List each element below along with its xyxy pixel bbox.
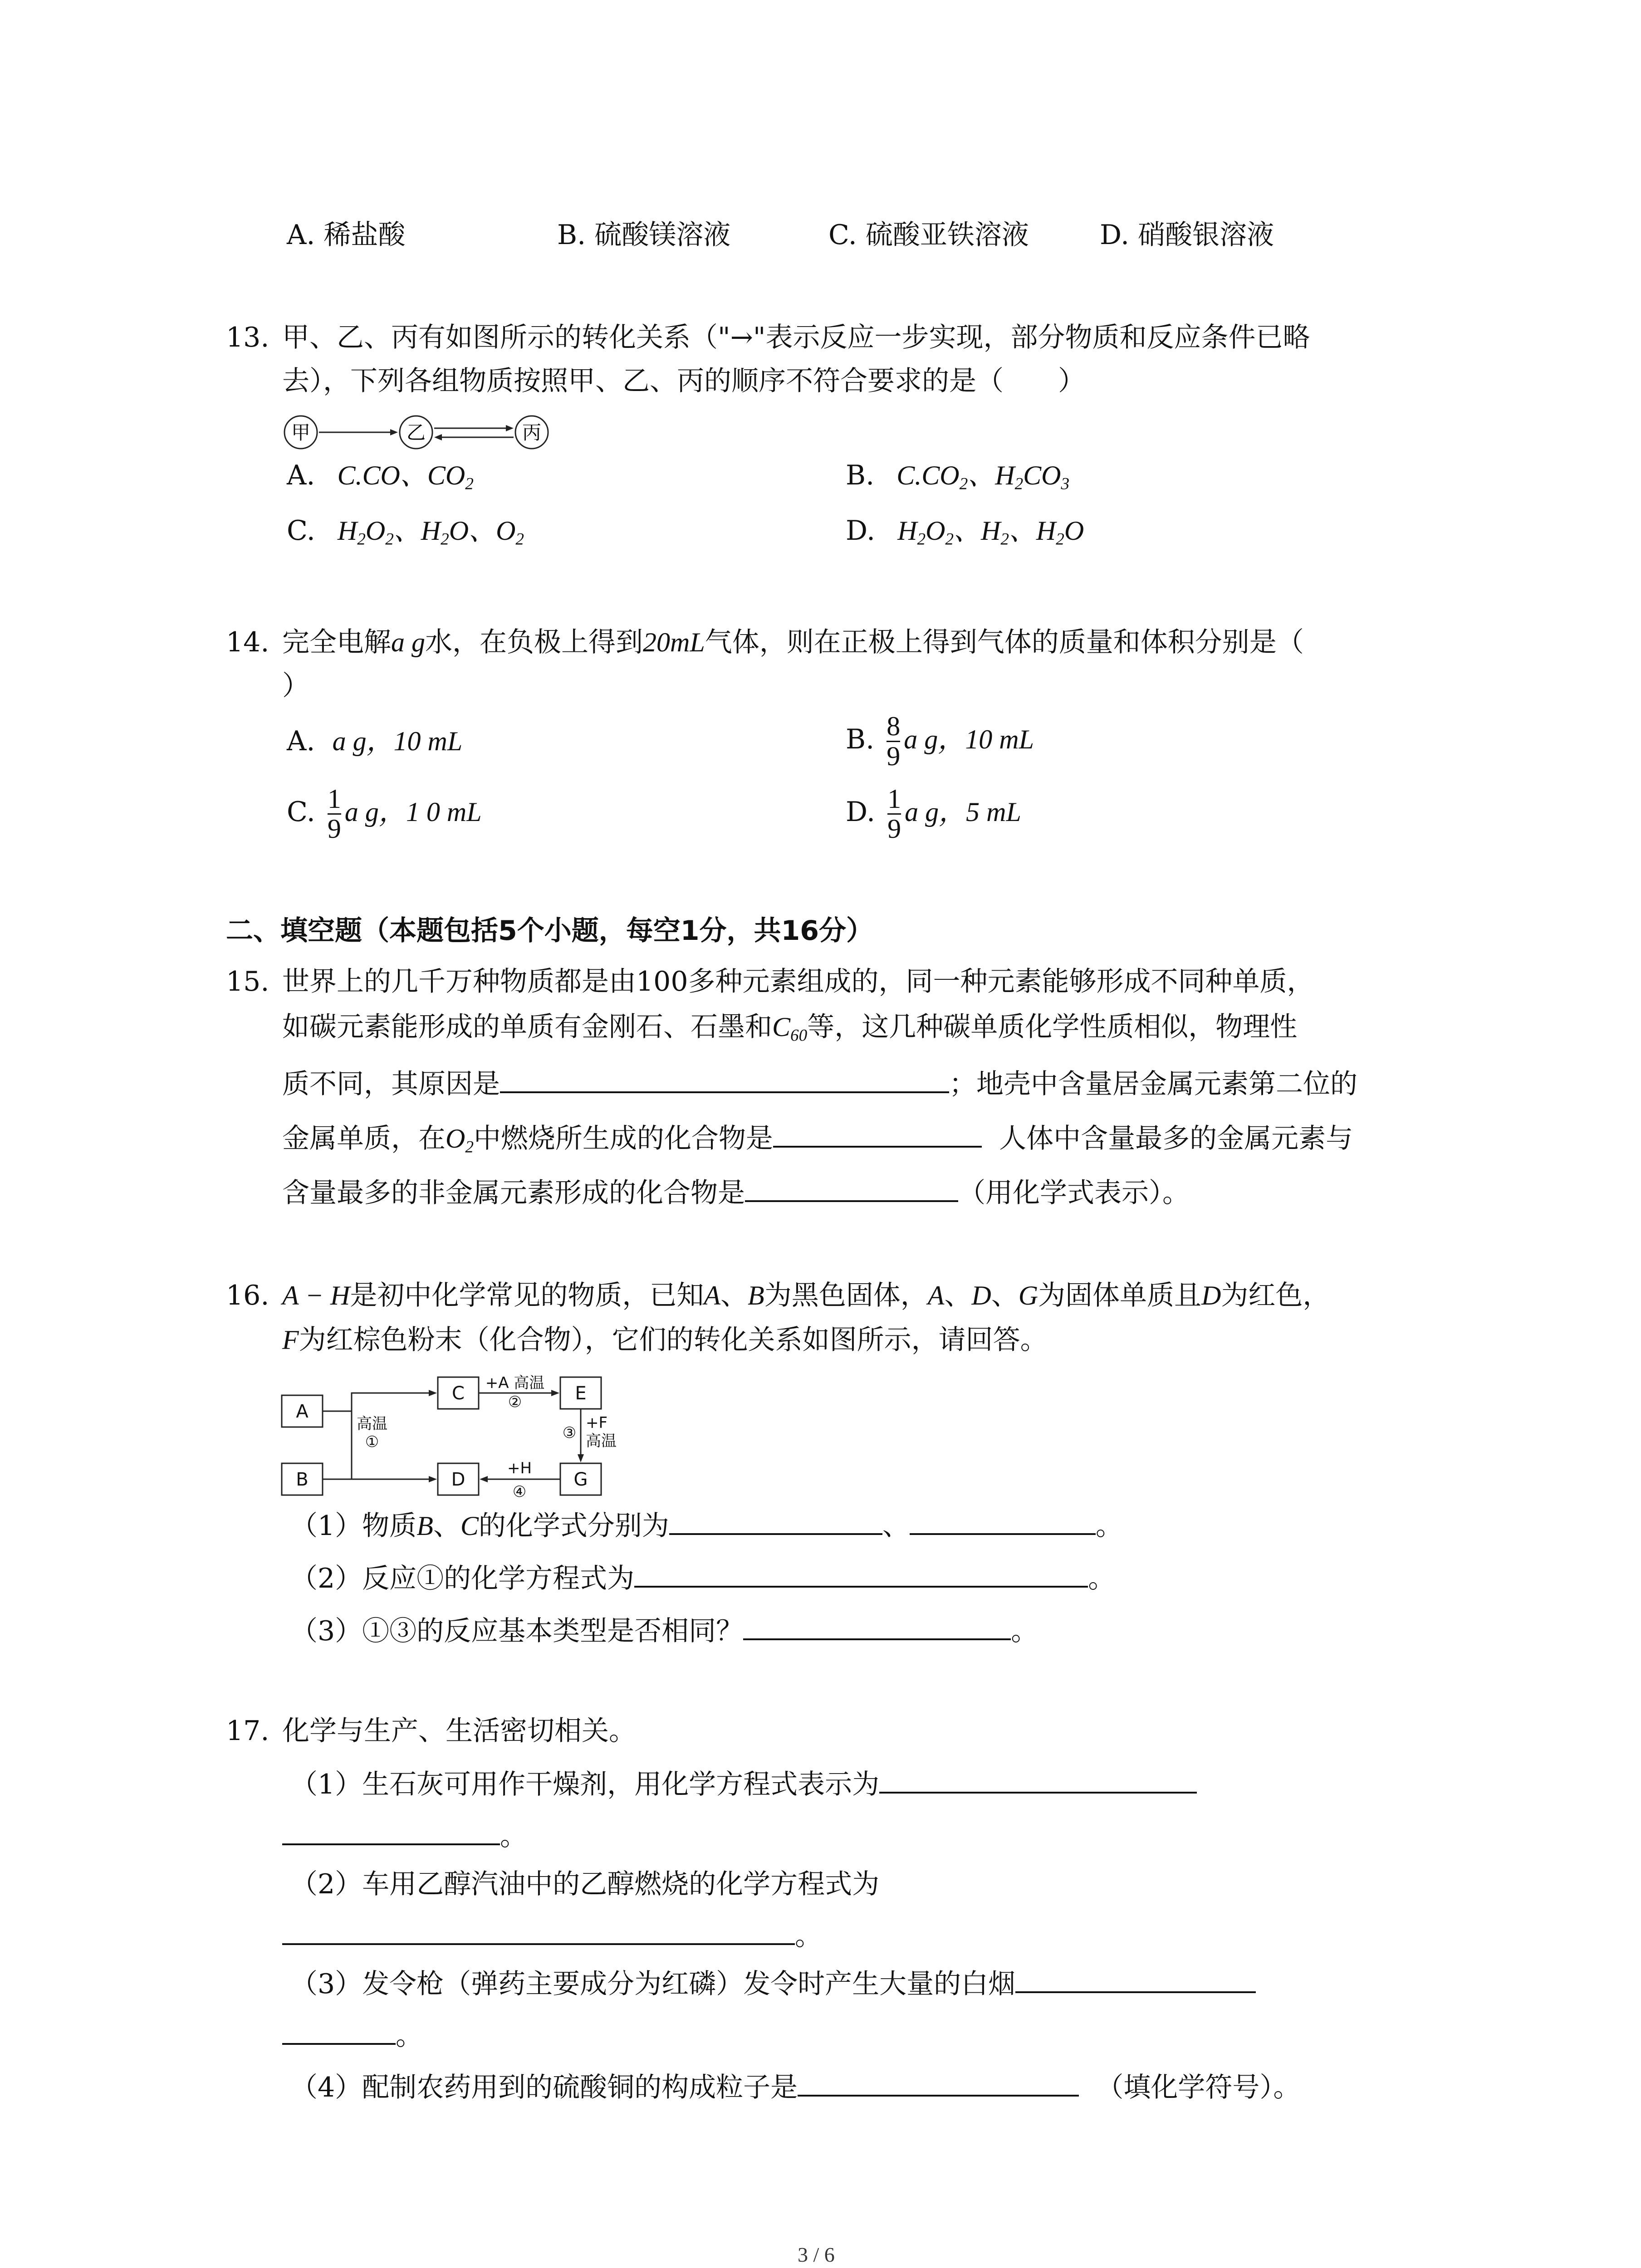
q13-node-bing-label: 丙: [522, 421, 542, 444]
q17-part3-cont: 。: [282, 2022, 423, 2049]
q15-answer-blank-1[interactable]: [500, 1091, 949, 1093]
q13-option-a-label: A.: [287, 459, 315, 491]
q17-part2: （2）车用乙醇汽油中的乙醇燃烧的化学方程式为: [290, 1868, 880, 1900]
q14-option-b: B. $\frac{8}{9}$ a g，10 mL: [846, 711, 1034, 771]
q13-conversion-diagram: [279, 412, 560, 453]
q17-answer-blank-2[interactable]: [282, 1943, 795, 1945]
q17-part1-cont: 。: [282, 1823, 527, 1850]
q14-stem-line2: ）: [282, 670, 309, 702]
q17-part2-cont: 。: [282, 1922, 822, 1950]
q15-answer-blank-2[interactable]: [773, 1145, 982, 1148]
q13-option-b: B. $C.CO_2$、$H_2CO_3$: [846, 459, 1070, 494]
q16-part2: （2）反应①的化学方程式为 。: [290, 1563, 1116, 1594]
q16-merge-bracket: [323, 1411, 352, 1479]
q13-option-d: D. $H_2O_2$、$H_2$、$H_2O$: [846, 515, 1084, 549]
q16-part3: （3）①③的反应基本类型是否相同？ 。: [290, 1615, 1038, 1647]
q17-line1: 化学与生产、生活密切相关。: [282, 1715, 636, 1747]
q15-line5: 含量最多的非金属元素形成的化合物是 （用化学式表示）。: [282, 1177, 1190, 1209]
q15-number: 15.: [226, 966, 269, 997]
q16-step-4: ④: [512, 1483, 527, 1501]
q12-option-b: B. 硫酸镁溶液: [557, 219, 731, 251]
q14-number: 14.: [226, 626, 269, 658]
q16-number: 16.: [226, 1280, 269, 1311]
q16-answer-blank-eq[interactable]: [634, 1585, 1088, 1588]
page-number: 3 / 6: [798, 2243, 835, 2266]
q15-answer-blank-3[interactable]: [745, 1200, 958, 1202]
q14-option-d: D. $\frac{1}{9}$ a g，5 mL: [846, 784, 1021, 844]
q14-option-c: C. $\frac{1}{9}$ a g，1 0 mL: [287, 784, 482, 844]
q16-cond-3b: 高温: [586, 1432, 617, 1450]
q16-line2: F为红棕色粉末（化合物），它们的转化关系如图所示，请回答。: [282, 1324, 1048, 1356]
q13-node-yi-label: 乙: [406, 421, 426, 444]
q17-part4: （4）配制农药用到的硫酸铜的构成粒子是 （填化学符号）。: [290, 2072, 1301, 2103]
q16-step-3: ③: [562, 1424, 577, 1442]
q16-step-2: ②: [508, 1393, 522, 1411]
q17-answer-blank-3a[interactable]: [1015, 1991, 1256, 1993]
q16-cond-2: +A 高温: [485, 1374, 545, 1392]
q15-line1: 世界上的几千万种物质都是由100多种元素组成的，同一种元素能够形成不同种单质，: [282, 966, 1314, 997]
q13-option-d-label: D.: [846, 515, 876, 547]
section-2-title: 二、填空题（本题包括5个小题，每空1分，共16分）: [226, 915, 873, 947]
q17-answer-blank-4[interactable]: [798, 2094, 1079, 2097]
q16-answer-blank-c[interactable]: [910, 1533, 1096, 1535]
q13-number: 13.: [226, 322, 269, 353]
q12-option-a: A. 稀盐酸: [287, 219, 406, 251]
q17-answer-blank-1b[interactable]: [282, 1843, 500, 1845]
q14-option-b-fraction: $\frac{8}{9}$: [887, 711, 901, 771]
q13-arrowhead-3: [434, 434, 442, 440]
q16-label-d: D: [451, 1469, 465, 1490]
q16-step-1: ①: [365, 1433, 379, 1451]
q17-part1: （1）生石灰可用作干燥剂，用化学方程式表示为: [290, 1771, 1197, 1798]
q14-option-d-fraction: $\frac{1}{9}$: [887, 784, 901, 844]
q16-answer-blank-type[interactable]: [743, 1638, 1011, 1640]
q16-label-c: C: [452, 1383, 465, 1404]
q16-cond-1: 高温: [357, 1415, 387, 1433]
q13-option-c-label: C.: [287, 515, 315, 547]
q16-arrow-to-c: [352, 1393, 429, 1411]
q13-arrowhead-1: [390, 429, 398, 435]
q12-option-c: C. 硫酸亚铁溶液: [828, 219, 1029, 251]
q17-part3: （3）发令枪（弹药主要成分为红磷）发令时产生大量的白烟: [290, 1970, 1256, 1998]
q13-stem-line2: 去），下列各组物质按照甲、乙、丙的顺序不符合要求的是（ ）: [282, 365, 1085, 397]
q16-label-b: B: [296, 1469, 309, 1490]
q16-conversion-diagram: [279, 1374, 624, 1510]
q13-option-b-label: B.: [846, 459, 875, 491]
q14-option-a: A. a g，10 mL: [287, 725, 463, 757]
q17-answer-blank-1a[interactable]: [879, 1791, 1197, 1794]
q16-cond-4: +H: [507, 1459, 532, 1477]
q16-label-a: A: [296, 1401, 309, 1422]
q13-node-jia-label: 甲: [291, 421, 311, 444]
q15-line4: 金属单质，在$O_2$中燃烧所生成的化合物是 人体中含量最多的金属元素与: [282, 1123, 1353, 1157]
q16-line1: A − H是初中化学常见的物质，已知A、B为黑色固体，A、D、G为固体单质且D为红色，: [282, 1280, 1330, 1311]
q13-option-a: A. C.CO、$CO_2$: [287, 459, 474, 494]
q16-cond-3a: +F: [585, 1414, 608, 1432]
q16-part1: （1）物质B、C的化学式分别为 、 。: [290, 1510, 1123, 1542]
q17-number: 17.: [226, 1715, 269, 1747]
q16-label-g: G: [573, 1469, 588, 1490]
q12-option-d: D. 硝酸银溶液: [1100, 219, 1274, 251]
q13-stem-line1: 甲、乙、丙有如图所示的转化关系（"→"表示反应一步实现，部分物质和反应条件已略: [282, 322, 1310, 353]
q14-option-c-fraction: $\frac{1}{9}$: [327, 784, 341, 844]
q16-answer-blank-b[interactable]: [669, 1533, 882, 1535]
q13-arrowhead-2: [506, 425, 514, 431]
q14-stem-line1: 完全电解a g水，在负极上得到20mL气体，则在正极上得到气体的质量和体积分别是（: [282, 626, 1304, 658]
q15-line3: 质不同，其原因是 ；地壳中含量居金属元素第二位的: [282, 1068, 1357, 1100]
q13-option-c: C. $H_2O_2$、$H_2O$、$O_2$: [287, 515, 524, 549]
q17-answer-blank-3b[interactable]: [282, 2043, 396, 2045]
q15-line2: 如碳元素能形成的单质有金刚石、石墨和$C_{60}$等，这几种碳单质化学性质相似，物理性: [282, 1011, 1298, 1045]
q16-label-e: E: [575, 1383, 587, 1404]
